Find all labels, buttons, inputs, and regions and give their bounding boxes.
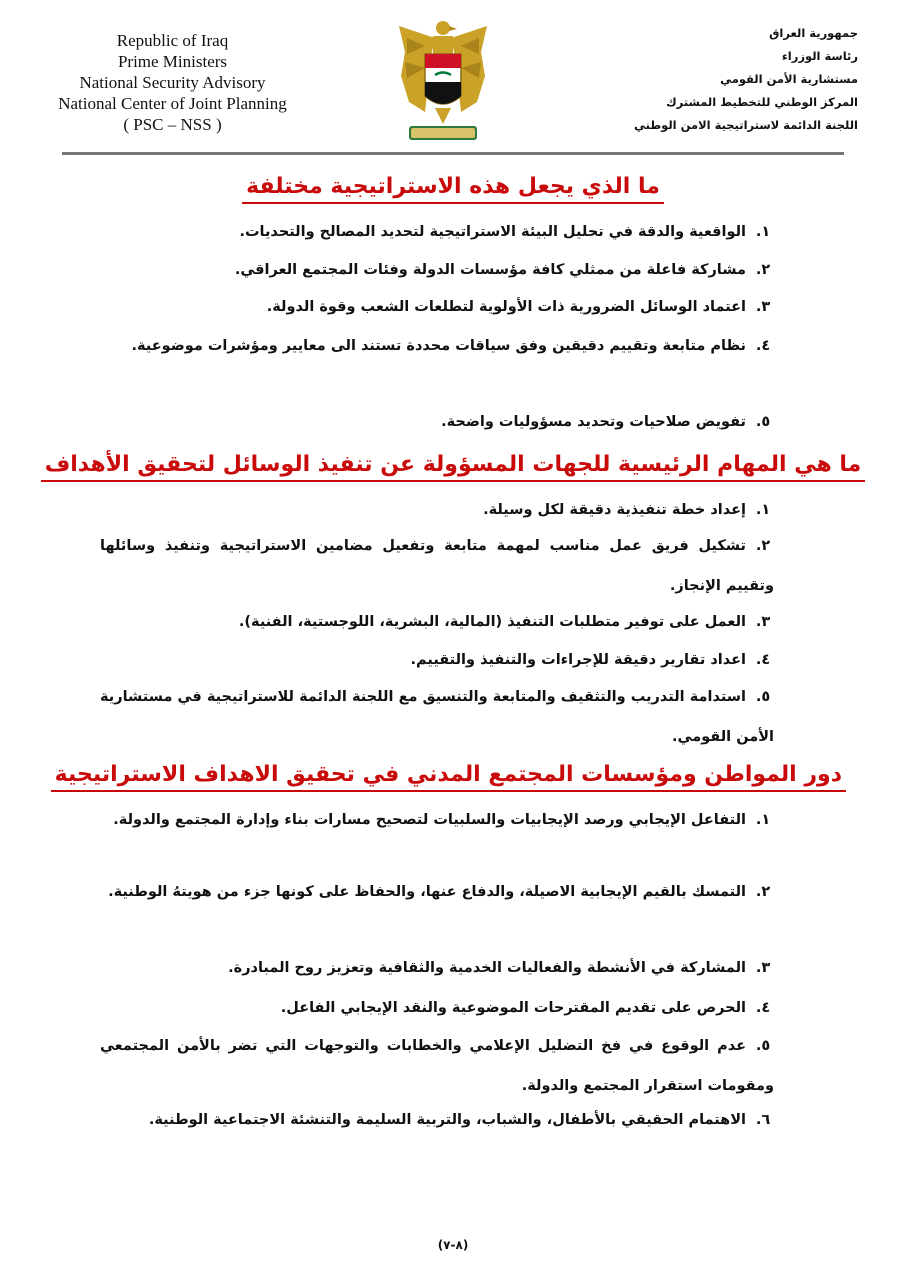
list-item: ٣.العمل على توفير متطلبات التنفيذ (المالية، البشرية، اللوجستية، الفنية).	[238, 614, 771, 630]
header-ar-line: جمهورية العراق	[769, 26, 858, 40]
list-item: ٥.استدامة التدريب والتثقيف والمتابعة والتنسيق مع اللجنة الدائمة للاستراتيجية في مستشارية الأمن القومي.	[100, 689, 774, 745]
list-item: ٥.عدم الوقوع في فخ التضليل الإعلامي والخطابات والتوجهات التي تضر بالأمن المجتمعي ومقومات استقرار المجتمع والدولة.	[100, 1038, 774, 1094]
header-en-line: ( PSC – NSS )	[123, 115, 222, 134]
list-item: ٣.المشاركة في الأنشطة والفعاليات الخدمية والثقافية وتعزيز روح المبادرة.	[228, 960, 771, 976]
header-divider	[62, 152, 844, 155]
header-en-line: Prime Ministers	[117, 52, 228, 71]
header-arabic	[558, 22, 858, 137]
header-ar-line: اللجنة الدائمة لاستراتيجية الامن الوطني	[633, 118, 858, 132]
list-item: ٤.الحرص على تقديم المقترحات الموضوعية والنقد الإيجابي الفاعل.	[280, 1000, 771, 1016]
list-item: ١.التفاعل الإيجابي ورصد الإيجابيات والسلبيات لتصحيح مسارات بناء وإدارة المجتمع والدولة.	[113, 812, 771, 828]
header-ar-line: المركز الوطني للتخطيط المشترك	[666, 95, 858, 109]
header-en-line: Republic of Iraq	[116, 31, 229, 50]
header-en-line: National Security Advisory	[79, 73, 266, 92]
list-item: ٤.اعداد تقارير دقيقة للإجراءات والتنفيذ والتقييم.	[410, 652, 771, 668]
list-item: ٤.نظام متابعة وتقييم دقيقين وفق سياقات محددة تستند الى معايير ومؤشرات موضوعية.	[131, 338, 771, 354]
list-item: ١.إعداد خطة تنفيذية دقيقة لكل وسيلة.	[483, 502, 771, 518]
list-item: ٢.تشكيل فريق عمل مناسب لمهمة متابعة وتفعيل مضامين الاستراتيجية وتنفيذ وسائلها وتقييم الإنجاز.	[100, 538, 774, 594]
list-item: ٦.الاهتمام الحقيقي بالأطفال، والشباب، والتربية السليمة والتنشئة الاجتماعية الوطنية.	[148, 1112, 771, 1128]
section-title: ما هي المهام الرئيسية للجهات المسؤولة عن تنفيذ الوسائل لتحقيق الأهداف	[40, 452, 866, 477]
iraq-emblem-icon	[395, 16, 491, 148]
section-title: دور المواطن ومؤسسات المجتمع المدني في تحقيق الاهداف الاستراتيجية	[60, 762, 846, 787]
header-english	[40, 30, 305, 135]
list-item: ٥.تفويض صلاحيات وتحديد مسؤوليات واضحة.	[441, 414, 771, 430]
header-ar-line: مستشارية الأمن القومي	[720, 72, 858, 86]
page-number: (٨-٧)	[437, 1238, 469, 1252]
section-title: ما الذي يجعل هذه الاستراتيجية مختلفة	[180, 174, 726, 199]
header-ar-line: رئاسة الوزراء	[781, 49, 858, 63]
list-item: ١.الواقعية والدقة في تحليل البيئة الاستراتيجية لتحديد المصالح والتحديات.	[239, 224, 771, 240]
list-item: ٢.التمسك بالقيم الإيجابية الاصيلة، والدفاع عنها، والحفاظ على كونها جزء من هويتهُ الوطنية.	[108, 884, 771, 900]
list-item: ٢.مشاركة فاعلة من ممثلي كافة مؤسسات الدولة وفئات المجتمع العراقي.	[234, 262, 771, 278]
list-item: ٣.اعتماد الوسائل الضرورية ذات الأولوية لتطلعات الشعب وقوة الدولة.	[266, 299, 771, 315]
header-en-line: National Center of Joint Planning	[58, 94, 287, 113]
